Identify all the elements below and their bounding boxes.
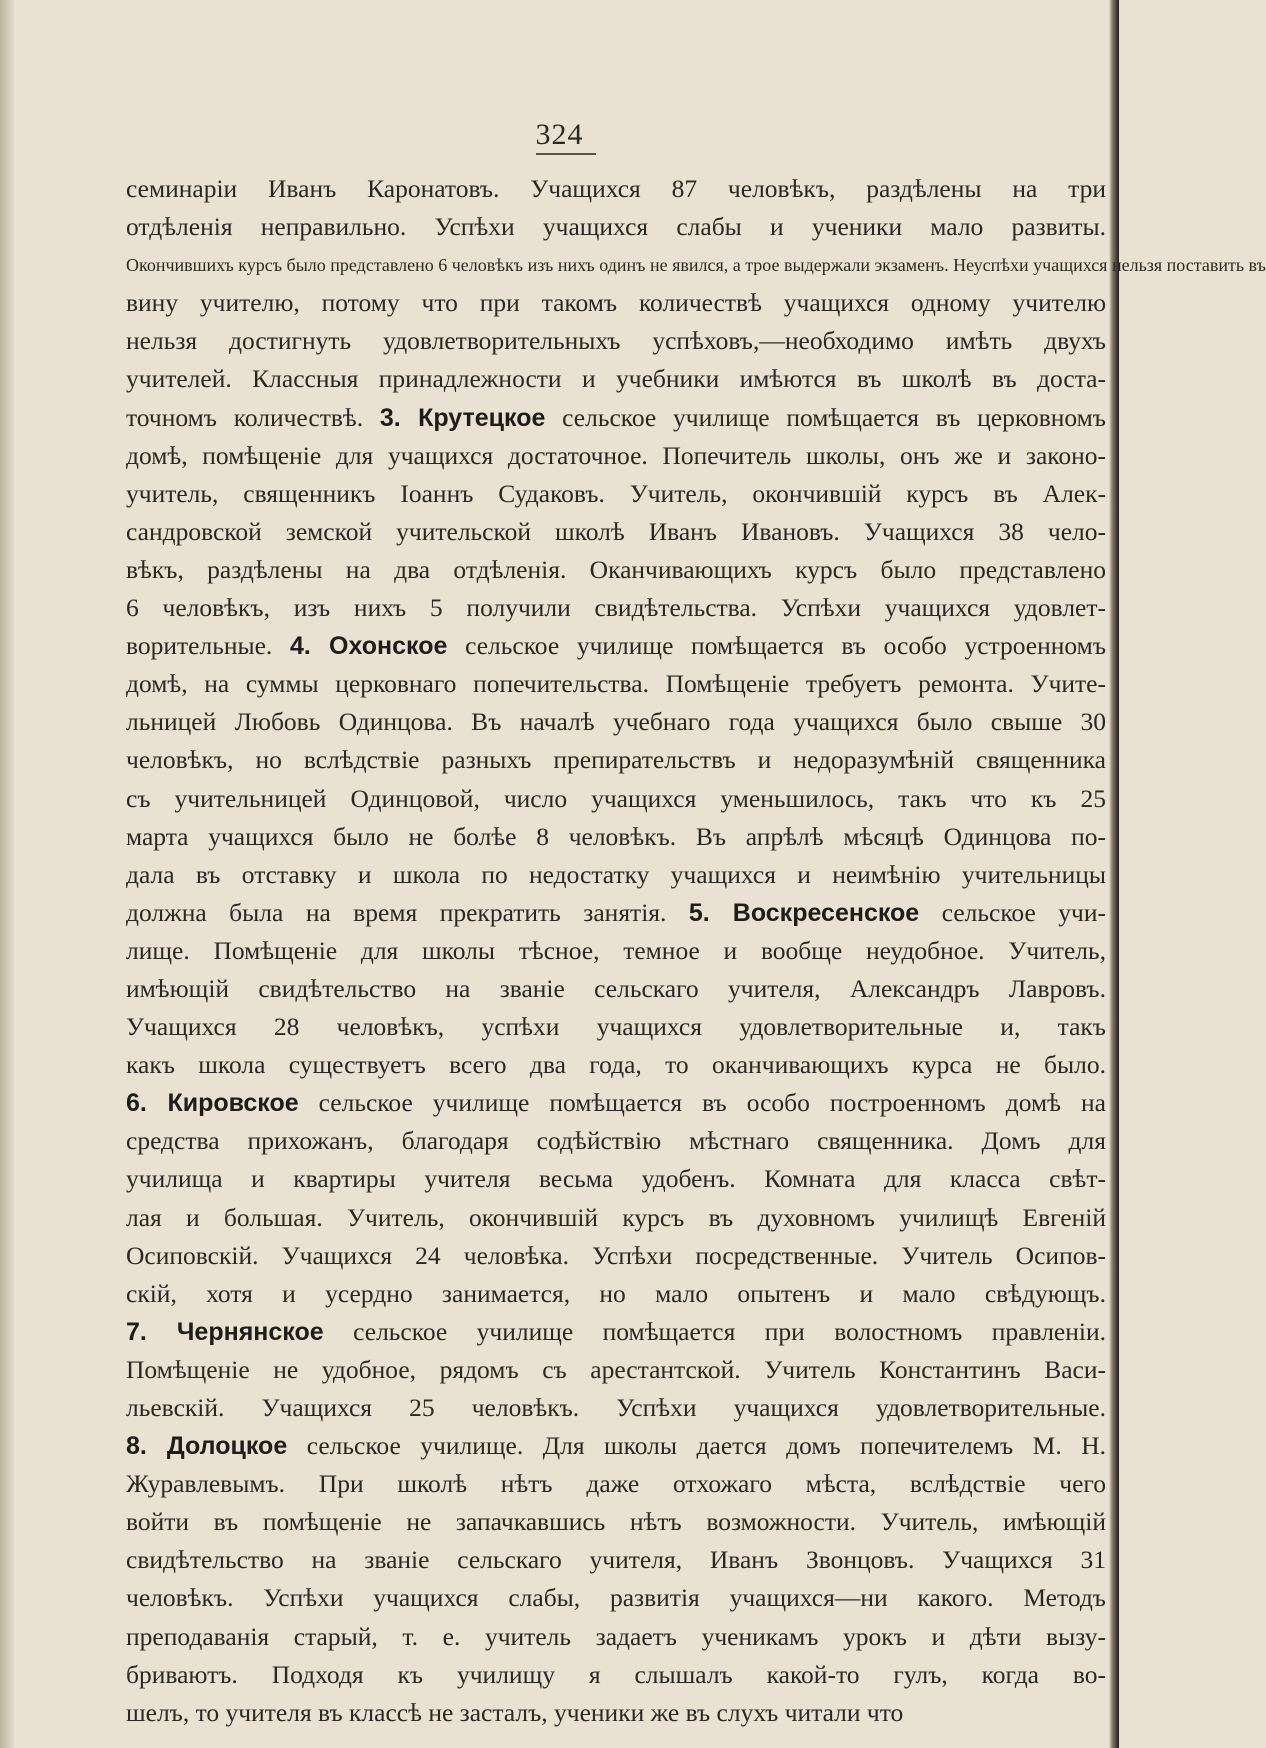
line-text: сельское училище. Для школы дается домъ попечителемъ М. Н. [287, 1431, 1107, 1461]
text-line [126, 780, 1106, 818]
line-text: свидѣтельство на званіе сельскаго учителя, Иванъ Звонцовъ. Учащихся 31 [126, 1545, 1106, 1575]
line-text: вину учителю, потому что при такомъ количествѣ учащихся одному учителю [126, 288, 1106, 318]
school-heading: 8. Долоцкое [126, 1432, 288, 1461]
line-text: дала въ отставку и школа по недостатку учащихся и неимѣнію учительницы [126, 859, 1106, 889]
text-line [126, 970, 1106, 1008]
text-line [126, 741, 1106, 779]
text-line [126, 399, 1106, 437]
text-line [126, 551, 1106, 589]
text-line [126, 1656, 1106, 1694]
text-line [126, 246, 1266, 284]
line-text: марта учащихся было не болѣе 8 человѣкъ. Въ апрѣлѣ мѣсяцѣ Одинцова по- [126, 821, 1106, 851]
line-text: съ учительницей Одинцовой, число учащихся уменьшилось, такъ что къ 25 [126, 783, 1106, 813]
line-text: шелъ, то учителя въ классѣ не засталъ, ученики же въ слухъ читали что [126, 1697, 904, 1727]
text-line [126, 665, 1106, 703]
text-line [126, 1199, 1106, 1237]
text-line [126, 170, 1106, 208]
text-line [126, 1579, 1106, 1617]
text-line [126, 1237, 1106, 1275]
text-line [126, 818, 1106, 856]
line-text: вѣкъ, раздѣлены на два отдѣленія. Оканчивающихъ курсъ было представлено [126, 554, 1106, 584]
school-heading: 5. Воскресенское [688, 898, 920, 927]
text-line [126, 1351, 1106, 1389]
line-text: учителей. Классныя принадлежности и учебники имѣются въ школѣ въ доста- [126, 364, 1106, 394]
text-line [126, 360, 1106, 398]
school-heading: 3. Крутецкое [379, 403, 546, 432]
line-text: училища и квартиры учителя весьма удобенъ. Комната для класса свѣт- [126, 1164, 1106, 1194]
text-line [126, 1427, 1106, 1465]
line-text: сельское училище помѣщается въ особо устроенномъ [447, 631, 1107, 661]
text-line [126, 1389, 1106, 1427]
line-text: Осиповскій. Учащихся 24 человѣка. Успѣхи посредственные. Учитель Осипов- [126, 1240, 1106, 1270]
line-text: сельское учи- [919, 897, 1106, 927]
text-line [126, 932, 1106, 970]
text-line [126, 627, 1106, 665]
text-line [126, 1275, 1106, 1313]
line-text: лая и большая. Учитель, окончившій курсъ въ духовномъ училищѣ Евгеній [126, 1202, 1106, 1232]
school-heading: 6. Кировское [126, 1089, 299, 1118]
line-text: Окончившихъ курсъ было представлено 6 человѣкъ изъ нихъ одинъ не явился, а трое выдержали экзаменъ. Неуспѣхи учащихся нельзя поставить въ [126, 255, 1266, 276]
line-lead-text: точномъ количествѣ. [126, 402, 380, 432]
text-line [126, 856, 1106, 894]
body-text [126, 170, 1266, 1732]
line-text: лище. Помѣщеніе для школы тѣсное, темное и вообще неудобное. Учитель, [126, 935, 1106, 965]
school-heading: 7. Чернянское [126, 1317, 324, 1346]
line-text: домѣ, помѣщеніе для учащихся достаточное. Попечитель школы, онъ же и законо- [126, 440, 1106, 470]
text-line [126, 322, 1106, 360]
line-text: семинаріи Иванъ Каронатовъ. Учащихся 87 человѣкъ, раздѣлены на три [126, 174, 1106, 203]
line-text: какъ школа существуетъ всего два года, то оканчивающихъ курса не было. [126, 1050, 1106, 1080]
text-line [126, 1122, 1106, 1160]
line-text: Учащихся 28 человѣкъ, успѣхи учащихся удовлетворительные и, такъ [126, 1012, 1106, 1042]
line-text: имѣющій свидѣтельство на званіе сельскаго учителя, Александръ Лавровъ. [126, 973, 1106, 1003]
text-line [126, 1503, 1106, 1541]
text-line [126, 1618, 1106, 1656]
page-number: 324 [535, 118, 584, 151]
text-line [126, 1008, 1106, 1046]
line-lead-text: должна была на время прекратить занятія. [126, 897, 689, 927]
line-text: Помѣщеніе не удобное, рядомъ съ арестантской. Учитель Константинъ Васи- [126, 1354, 1106, 1384]
text-line [126, 513, 1106, 551]
line-text: 6 человѣкъ, изъ нихъ 5 получили свидѣтельства. Успѣхи учащихся удовлет- [126, 593, 1106, 623]
line-text: нельзя достигнуть удовлетворительныхъ успѣховъ,—необходимо имѣть двухъ [126, 326, 1106, 356]
text-line [126, 1046, 1106, 1084]
line-text: средства прихожанъ, благодаря содѣйствію мѣстнаго священника. Домъ для [126, 1126, 1106, 1156]
line-text: человѣкъ. Успѣхи учащихся слабы, развитія учащихся—ни какого. Методъ [126, 1583, 1106, 1613]
text-line [126, 1084, 1106, 1122]
line-text: скій, хотя и усердно занимается, но мало опытенъ и мало свѣдующъ. [126, 1278, 1106, 1308]
text-line [126, 703, 1106, 741]
line-lead-text: ворительные. [126, 631, 290, 661]
school-heading: 4. Охонское [289, 632, 448, 661]
line-text: льницей Любовь Одинцова. Въ началѣ учебнаго года учащихся было свыше 30 [126, 707, 1106, 737]
text-line [126, 284, 1106, 322]
line-text: преподаванія старый, т. е. учитель задаетъ ученикамъ урокъ и дѣти вызу- [126, 1621, 1106, 1651]
text-line [126, 589, 1106, 627]
line-text: учитель, священникъ Іоаннъ Судаковъ. Учитель, окончившій курсъ въ Алек- [126, 478, 1106, 508]
line-text: сандровской земской учительской школѣ Иванъ Ивановъ. Учащихся 38 чело- [126, 516, 1106, 546]
text-line [126, 475, 1106, 513]
line-text: сельское училище помѣщается въ церковномъ [545, 402, 1106, 432]
text-line [126, 437, 1106, 475]
line-text: войти въ помѣщеніе не запачкавшись нѣтъ возможности. Учитель, имѣющій [126, 1507, 1106, 1537]
line-text: человѣкъ, но вслѣдствіе разныхъ препирательствъ и недоразумѣній священника [126, 745, 1106, 775]
text-line [126, 208, 1106, 246]
line-text: льевскій. Учащихся 25 человѣкъ. Успѣхи учащихся удовлетворительные. [126, 1393, 1106, 1422]
line-text: отдѣленія неправильно. Успѣхи учащихся слабы и ученики мало развиты. [126, 212, 1106, 242]
text-line [126, 894, 1106, 932]
text-line [126, 1694, 1106, 1732]
line-text: Журавлевымъ. При школѣ нѣтъ даже отхожаго мѣста, вслѣдствіе чего [126, 1469, 1106, 1499]
line-text: бриваютъ. Подходя къ училищу я слышалъ какой-то гулъ, когда во- [126, 1659, 1106, 1689]
line-text: сельское училище помѣщается въ особо построенномъ домѣ на [298, 1088, 1106, 1118]
page-number-underline [536, 153, 596, 155]
text-line [126, 1160, 1106, 1198]
text-line [126, 1313, 1106, 1351]
line-text: домѣ, на суммы церковнаго попечительства. Помѣщеніе требуетъ ремонта. Учите- [126, 669, 1106, 699]
line-text: сельское училище помѣщается при волостномъ правленіи. [323, 1316, 1107, 1346]
text-line [126, 1465, 1106, 1503]
text-line [126, 1541, 1106, 1579]
page-edge-left [0, 0, 14, 1748]
